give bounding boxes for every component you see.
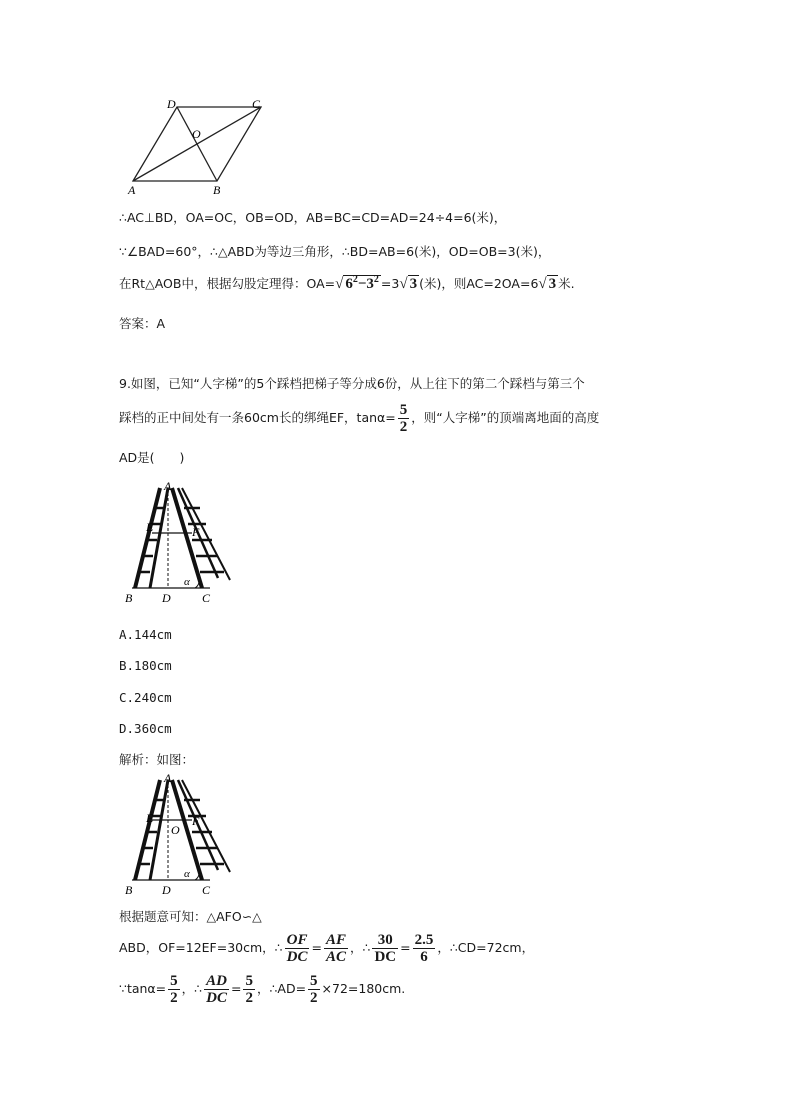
analysis-label-alpha: α xyxy=(184,868,190,880)
radical-expression: √ $6^2-3^2$ xyxy=(335,274,379,292)
analysis-label-o: O xyxy=(171,823,180,837)
analysis-line3: ∵tanα= $\frac{5}{2}$ ，∴ $\frac{AD}{DC}$ = $\frac{5}{2}$ ，∴AD= $\frac{5}{2}$ ×72=180cm. xyxy=(119,973,406,1006)
solution8-answer: 答案：A xyxy=(119,316,166,331)
solution8-line1: ∴AC⊥BD，OA=OC，OB=OD，AB=BC=CD=AD=24÷4=6(米)， xyxy=(119,210,507,225)
question9-line3: AD是( ) xyxy=(119,450,185,465)
analysis-label-a: A xyxy=(164,771,172,785)
analysis-label-b: B xyxy=(125,883,133,897)
fraction-5-2-b: $\frac{5}{2}$ xyxy=(245,973,253,1006)
sqrt3-expression-2: √ 3 xyxy=(538,276,557,292)
option-d: D.360cm xyxy=(119,721,172,736)
analysis-line2: ABD，OF=12EF=30cm，∴ $\frac{OF}{DC}$ = $\frac{AF}{AC}$ ，∴ $\frac{30}{DC}$ = $\frac{2.5}{6}$ ，∴CD=72cm， xyxy=(119,932,535,965)
option-a: A.144cm xyxy=(119,627,172,642)
sqrt3-expression: √ 3 xyxy=(399,276,418,292)
solution8-line3: 在Rt△AOB中，根据勾股定理得：OA=√ $6^2-3^2 =3√$ 3 (米)，则AC=2OA=6√ 3 米. xyxy=(119,274,575,292)
fraction-30-dc: $\frac{30}{DC}$ xyxy=(374,932,397,965)
ladder-label-alpha: α xyxy=(184,576,190,588)
rhombus-figure xyxy=(125,95,275,200)
option-c: C.240cm xyxy=(119,690,172,705)
fraction-5-2-c: $\frac{5}{2}$ xyxy=(310,973,318,1006)
fraction-af-ac: $\frac{AF}{AC}$ xyxy=(325,932,346,965)
question9-line2: 踩档的正中间处有一条60cm长的绑绳EF，tanα= $\frac{5}{2}$ ，则“人字梯”的顶端离地面的高度 xyxy=(119,402,600,435)
question9-line1: 9.如图，已知“人字梯”的5个踩档把梯子等分成6份，从上往下的第二个踩档与第三个 xyxy=(119,376,585,391)
ladder-figure xyxy=(120,478,240,606)
ladder-label-f: F xyxy=(192,525,200,539)
solution8-line2: ∵∠BAD=60°，∴△ABD为等边三角形，∴BD=AB=6(米)，OD=OB=3(米)， xyxy=(119,244,551,259)
analysis-label-d: D xyxy=(162,883,171,897)
ladder-label-e: E xyxy=(146,520,154,534)
analysis-title: 解析：如图： xyxy=(119,752,195,767)
rhombus-label-o: O xyxy=(192,127,201,141)
fraction-ad-dc: $\frac{AD}{DC}$ xyxy=(206,973,227,1006)
fraction-5-2-a: $\frac{5}{2}$ xyxy=(170,973,178,1006)
tan-fraction: $\frac{5}{2}$ xyxy=(399,402,408,435)
option-b: B.180cm xyxy=(119,658,172,673)
ladder-figure-analysis xyxy=(120,770,240,898)
rhombus-label-d: D xyxy=(167,97,176,111)
rhombus-label-a: A xyxy=(128,183,136,197)
analysis-label-c: C xyxy=(202,883,211,897)
solution8-line3-prefix: 在Rt△AOB中，根据勾股定理得：OA= xyxy=(119,276,336,291)
analysis-label-e: E xyxy=(146,811,154,825)
ladder-label-b: B xyxy=(125,591,133,605)
rhombus-label-b: B xyxy=(213,183,221,197)
analysis-line1: 根据题意可知：△AFO∽△ xyxy=(119,909,262,924)
analysis-label-f: F xyxy=(192,814,200,828)
ladder-label-c: C xyxy=(202,591,211,605)
fraction-2-5-6: $\frac{2.5}{6}$ xyxy=(414,932,434,965)
rhombus-label-c: C xyxy=(252,97,261,111)
ladder-label-a: A xyxy=(164,479,172,493)
fraction-of-dc: $\frac{OF}{DC}$ xyxy=(286,932,308,965)
ladder-label-d: D xyxy=(162,591,171,605)
